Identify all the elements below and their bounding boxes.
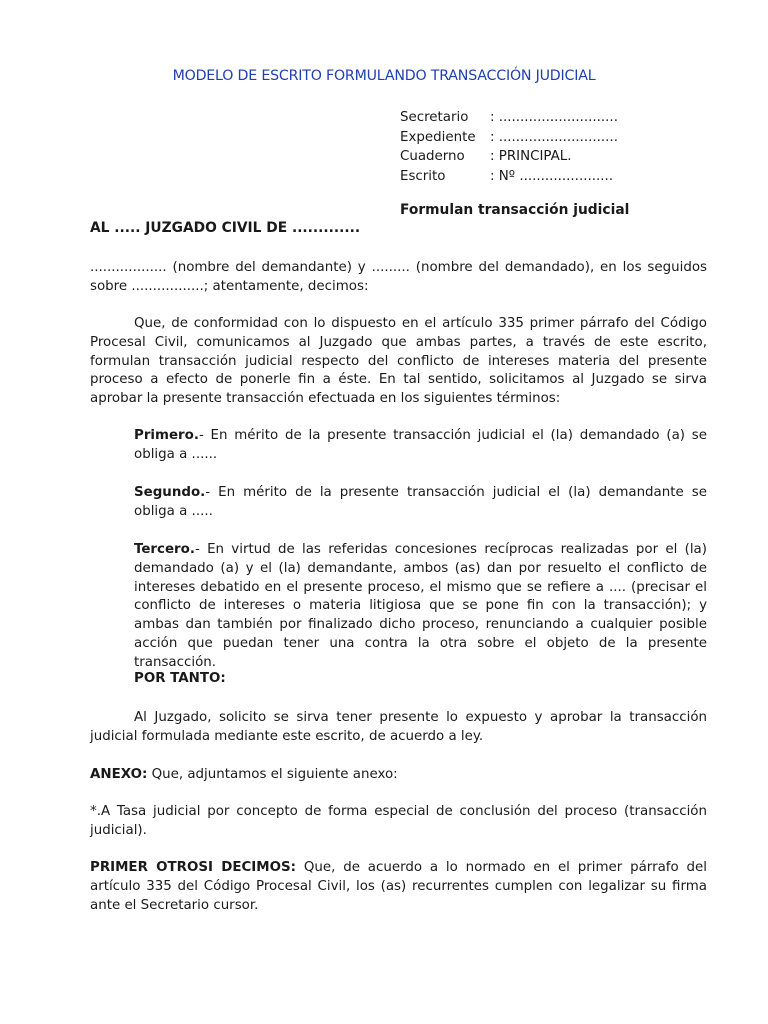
clause-label: Primero. [134, 428, 199, 443]
clause-segundo [134, 484, 707, 522]
meta-row-cuaderno [400, 147, 618, 167]
meta-label: Escrito [400, 168, 446, 184]
clause-text: - En mérito de la presente transacción judicial el (la) demandado (a) se obliga a ...... [134, 428, 707, 462]
clause-text: - En virtud de las referidas concesiones recíprocas realizadas por el (la) demandado (a) y el (la) demandante, ambos (as) dan por resuelto el conflicto de intereses debatido en el presente proceso, el mismo que se refiere a .... (precisar el conflicto de intereses o materia litigiosa que se pone fin con la transacción); y ambas dan también por finalizado dicho proceso, renunciando a cualquier posible acción que puedan tener una contra la otra sobre el objeto de la presente transacción. [134, 542, 707, 670]
case-metadata [400, 108, 618, 186]
meta-label: Cuaderno [400, 149, 465, 164]
meta-value: : Nº ...................... [490, 168, 613, 184]
document-title: MODELO DE ESCRITO FORMULANDO TRANSACCIÓN JUDICIAL [172, 68, 596, 84]
meta-row-escrito [400, 167, 618, 187]
meta-label: Expediente [400, 129, 476, 145]
clause-primero [134, 427, 707, 465]
por-tanto-paragraph: Al Juzgado, solicito se sirva tener presente lo expuesto y aprobar la transacción judicial formulada mediante este escrito, de acuerdo a ley. [90, 710, 707, 744]
otrosi-text: Que, de acuerdo a lo normado en el primer párrafo del artículo 335 del Código Procesal Civil, los (as) recurrentes cumplen con legalizar su firma ante el Secretario cursor. [90, 860, 707, 913]
addressee: AL ..... JUZGADO CIVIL DE ............. [90, 220, 361, 236]
intro-paragraph: .................. (nombre del demandante) y ......... (nombre del demandado), en los seguidos sobre .................; atentamente, decimos: [90, 260, 707, 294]
anexo-item: *.A Tasa judicial por concepto de forma especial de conclusión del proceso (transacción judicial). [90, 804, 707, 838]
anexo-paragraph [90, 766, 707, 785]
otrosi-paragraph [90, 859, 707, 915]
clause-label: Tercero. [134, 542, 195, 557]
body-paragraph: Que, de conformidad con lo dispuesto en el artículo 335 primer párrafo del Código Procesal Civil, comunicamos al Juzgado que ambas partes, a través de este escrito, formulan transacción judicial respecto del conflicto de intereses materia del presente proceso a efecto de ponerle fin a éste. En tal sentido, solicitamos al Juzgado se sirva aprobar la presente transacción efectuada en los siguientes términos: [90, 316, 707, 407]
anexo-text: Que, adjuntamos el siguiente anexo: [147, 767, 398, 782]
anexo-label: ANEXO: [90, 767, 148, 782]
document-subject: Formulan transacción judicial [400, 202, 630, 218]
meta-value: : ............................ [490, 129, 618, 145]
por-tanto-heading: POR TANTO: [134, 671, 226, 686]
meta-value: : PRINCIPAL. [490, 149, 572, 164]
otrosi-label: PRIMER OTROSI DECIMOS: [90, 860, 296, 875]
meta-label: Secretario [400, 110, 469, 125]
meta-row-secretario [400, 108, 618, 128]
clause-label: Segundo. [134, 485, 206, 500]
meta-row-expediente [400, 128, 618, 148]
clause-tercero [134, 541, 707, 673]
clause-text: - En mérito de la presente transacción judicial el (la) demandante se obliga a ..... [134, 485, 707, 519]
meta-value: : ............................ [490, 110, 618, 125]
